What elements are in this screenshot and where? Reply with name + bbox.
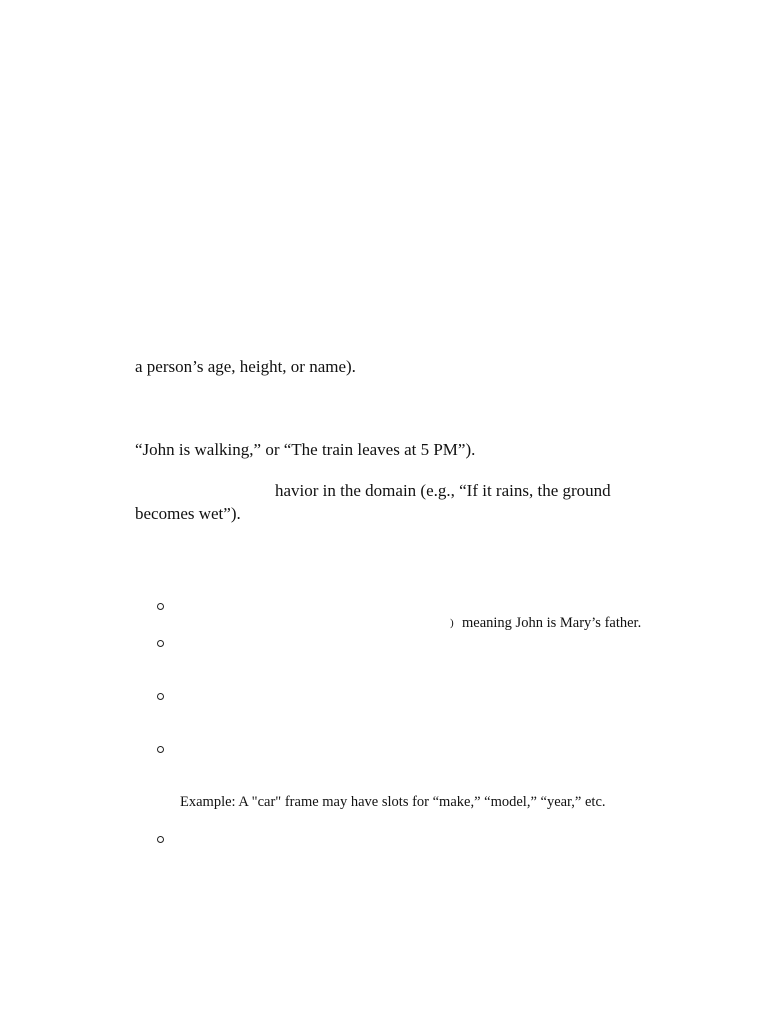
bullet-icon [157, 693, 164, 700]
text-line-frame-example: Example: A "car" frame may have slots for “make,” “model,” “year,” etc. [180, 794, 606, 810]
text-line-rules: havior in the domain (e.g., “If it rains, the ground [275, 481, 611, 500]
bullet-icon [157, 836, 164, 843]
text-line-relation-example: meaning John is Mary’s father. [462, 615, 642, 631]
bullet-icon [157, 640, 164, 647]
text-line-rules-continued: becomes wet”). [135, 504, 241, 523]
text-line-attributes: a person’s age, height, or name). [135, 357, 356, 376]
bullet-icon [157, 746, 164, 753]
bullet-icon [157, 603, 164, 610]
text-line-events: “John is walking,” or “The train leaves at 5 PM”). [135, 440, 476, 459]
text-fragment-paren: ) [450, 617, 454, 629]
